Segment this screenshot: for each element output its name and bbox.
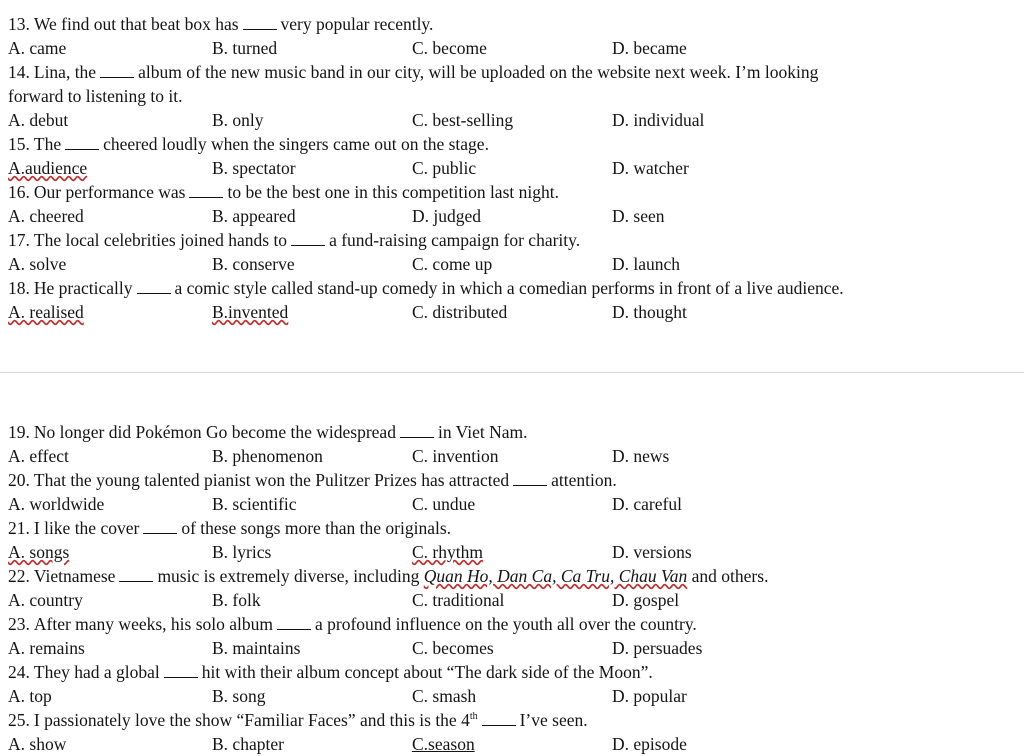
question-13: [8, 12, 1018, 36]
answer-blank: [65, 135, 99, 150]
answer-blank: [277, 615, 311, 630]
option-b: B.invented: [212, 302, 289, 322]
question-23-options: [8, 636, 1018, 660]
question-text-after: a profound influence on the youth all over the country.: [315, 614, 697, 634]
option-d: D. news: [612, 446, 670, 466]
option-c: C.season: [412, 734, 475, 754]
option-d: D. careful: [612, 494, 682, 514]
question-13-options: [8, 36, 1018, 60]
question-25: [8, 708, 1018, 732]
question-21-options: [8, 540, 1018, 564]
question-block-top: [8, 0, 1018, 324]
question-text-after: very popular recently.: [280, 14, 434, 34]
question-text-after: a fund-raising campaign for charity.: [329, 230, 581, 250]
question-14: [8, 60, 1018, 84]
option-d: D. thought: [612, 302, 687, 322]
option-b: B. spectator: [212, 158, 296, 178]
section-divider: [0, 372, 1024, 373]
question-number: 17.: [8, 230, 30, 250]
option-c: C. come up: [412, 254, 493, 274]
answer-blank: [482, 711, 516, 726]
option-a: A. show: [8, 734, 67, 754]
option-a: A. worldwide: [8, 494, 105, 514]
question-text-after: attention.: [551, 470, 617, 490]
question-number: 14.: [8, 62, 30, 82]
option-a: A. cheered: [8, 206, 84, 226]
question-text-before: I like the cover: [33, 518, 140, 538]
option-d: D. individual: [612, 110, 705, 130]
option-b: B. folk: [212, 590, 261, 610]
question-text-after: cheered loudly when the singers came out on the stage.: [103, 134, 489, 154]
option-c: C. best-selling: [412, 110, 514, 130]
question-number: 22.: [8, 566, 30, 586]
question-number: 23.: [8, 614, 30, 634]
question-19: [8, 420, 1018, 444]
question-15: [8, 132, 1018, 156]
option-a: A. debut: [8, 110, 69, 130]
option-b: B. song: [212, 686, 266, 706]
question-20: [8, 468, 1018, 492]
question-text-before: That the young talented pianist won the Pulitzer Prizes has attracted: [33, 470, 510, 490]
option-b: B. only: [212, 110, 264, 130]
option-d: D. episode: [612, 734, 687, 754]
option-a: A. remains: [8, 638, 85, 658]
question-18: [8, 276, 1018, 300]
option-d: D. popular: [612, 686, 687, 706]
question-text-before: I passionately love the show “Familiar Faces” and this is the 4: [33, 710, 470, 730]
option-c: C. distributed: [412, 302, 508, 322]
q12-options-partial: [8, 0, 1018, 12]
question-text-before: Vietnamese: [33, 566, 116, 586]
option-d: D. launch: [612, 254, 681, 274]
question-number: 25.: [8, 710, 30, 730]
answer-blank: [137, 279, 171, 294]
question-16-options: [8, 204, 1018, 228]
option-c: D. judged: [412, 206, 482, 226]
option-c: C. rhythm: [412, 542, 483, 562]
question-text-before: He practically: [33, 278, 133, 298]
question-text-before: Our performance was: [33, 182, 186, 202]
option-b: B. appeared: [212, 206, 296, 226]
question-17-options: [8, 252, 1018, 276]
answer-blank: [164, 663, 198, 678]
option-a: A. realised: [8, 302, 84, 322]
music-genres-italic: Quan Ho, Dan Ca, Ca Tru, Chau Van: [423, 566, 688, 586]
answer-blank: [291, 231, 325, 246]
question-number: 16.: [8, 182, 30, 202]
option-a: A. solve: [8, 254, 67, 274]
question-number: 18.: [8, 278, 30, 298]
question-text-after: I’ve seen.: [519, 710, 588, 730]
question-15-options: [8, 156, 1018, 180]
question-number: 15.: [8, 134, 30, 154]
answer-blank: [119, 567, 153, 582]
ordinal-suffix: th: [469, 711, 478, 723]
question-text-after: music is extremely diverse, including: [157, 566, 420, 586]
option-d: D. versions: [612, 542, 692, 562]
option-a: A. effect: [8, 446, 69, 466]
option-a: A. country: [8, 590, 83, 610]
option-d: D. persuades: [612, 638, 703, 658]
answer-blank: [400, 423, 434, 438]
question-16: [8, 180, 1018, 204]
question-text-end: and others.: [691, 566, 769, 586]
question-14-options: [8, 108, 1018, 132]
option-c: C. invention: [412, 446, 499, 466]
option-c: C. smash: [412, 686, 477, 706]
question-text-before: After many weeks, his solo album: [33, 614, 273, 634]
question-14-continuation: [8, 84, 1018, 108]
question-24-options: [8, 684, 1018, 708]
question-text-before: The local celebrities joined hands to: [33, 230, 288, 250]
question-number: 13.: [8, 14, 30, 34]
option-c: C. becomes: [412, 638, 494, 658]
option-d: D. watcher: [612, 158, 689, 178]
question-number: 24.: [8, 662, 30, 682]
question-number: 19.: [8, 422, 30, 442]
question-17: [8, 228, 1018, 252]
question-text-after: to be the best one in this competition last night.: [227, 182, 559, 202]
question-18-options: [8, 300, 1018, 324]
question-25-options: [8, 732, 1018, 756]
answer-blank: [189, 183, 223, 198]
option-c: C. become: [412, 38, 487, 58]
answer-blank: [100, 63, 134, 78]
question-text-after: album of the new music band in our city, will be uploaded on the website next week. I’m looking: [138, 62, 819, 82]
question-number: 20.: [8, 470, 30, 490]
option-c: C. traditional: [412, 590, 505, 610]
option-d: D. seen: [612, 206, 665, 226]
question-22: [8, 564, 1018, 588]
option-a: A.audience: [8, 158, 88, 178]
question-text-continuation: forward to listening to it.: [8, 86, 183, 106]
question-24: [8, 660, 1018, 684]
answer-blank: [243, 15, 277, 30]
question-number: 21.: [8, 518, 30, 538]
question-text-before: We find out that beat box has: [33, 14, 239, 34]
option-a: A. came: [8, 38, 67, 58]
option-b: B. maintains: [212, 638, 301, 658]
question-text-after: hit with their album concept about “The dark side of the Moon”.: [201, 662, 653, 682]
option-a: A. songs: [8, 542, 70, 562]
question-text-before: The: [33, 134, 62, 154]
answer-blank: [513, 471, 547, 486]
question-22-options: [8, 588, 1018, 612]
question-block-bottom: [8, 420, 1018, 756]
answer-blank: [143, 519, 177, 534]
option-a: A. top: [8, 686, 52, 706]
question-text-after: in Viet Nam.: [437, 422, 528, 442]
option-b: B. phenomenon: [212, 446, 323, 466]
question-text-after: of these songs more than the originals.: [181, 518, 452, 538]
option-c: C. public: [412, 158, 477, 178]
question-23: [8, 612, 1018, 636]
question-19-options: [8, 444, 1018, 468]
option-d: D. gospel: [612, 590, 680, 610]
option-d: D. became: [612, 38, 687, 58]
option-b: B. scientific: [212, 494, 297, 514]
question-text-after: a comic style called stand-up comedy in which a comedian performs in front of a live audience.: [174, 278, 844, 298]
option-b: B. turned: [212, 38, 278, 58]
question-text-before: Lina, the: [33, 62, 97, 82]
question-21: [8, 516, 1018, 540]
option-b: B. conserve: [212, 254, 295, 274]
question-20-options: [8, 492, 1018, 516]
option-c: C. undue: [412, 494, 476, 514]
option-b: B. lyrics: [212, 542, 272, 562]
question-text-before: No longer did Pokémon Go become the widespread: [33, 422, 396, 442]
question-text-before: They had a global: [33, 662, 160, 682]
option-b: B. chapter: [212, 734, 284, 754]
